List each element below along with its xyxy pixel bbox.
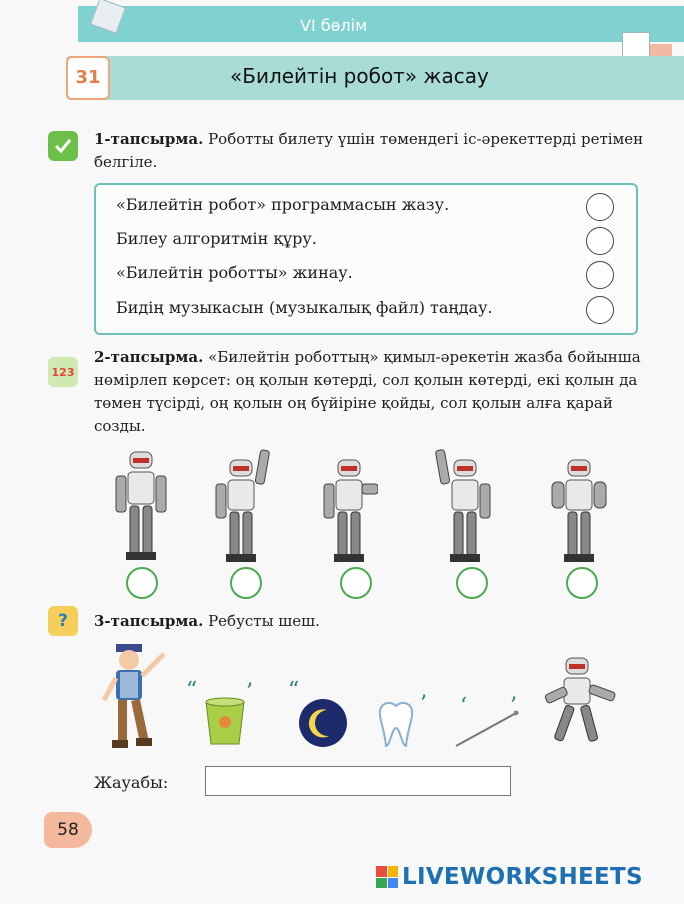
checkmark-icon [48, 131, 78, 161]
watermark [376, 864, 643, 890]
robot-pose-5 [548, 446, 608, 566]
robot-order-circle-3[interactable] [340, 567, 372, 599]
robot-order-circle-2[interactable] [230, 567, 262, 599]
rebus-comma: “ [288, 678, 300, 703]
robot-order-circle-5[interactable] [566, 567, 598, 599]
question-icon: ? [48, 606, 78, 636]
rebus-answer-input[interactable] [205, 766, 511, 796]
section-label: VI бөлім [300, 16, 368, 35]
task3-text: Ребусты шеш. [208, 612, 320, 630]
rebus-comma: ’ [246, 680, 253, 705]
robot-pose-2 [210, 446, 270, 566]
lesson-number: 31 [66, 56, 110, 100]
section-band [78, 6, 684, 42]
task1-order-circle-2[interactable] [586, 227, 614, 255]
task1-answer-box [94, 183, 638, 335]
task1-option-2: Билеу алгоритмін құру. [116, 229, 317, 248]
robot-pose-3 [318, 446, 378, 566]
task1-order-circle-1[interactable] [586, 193, 614, 221]
task2-instructions [94, 346, 664, 438]
task1-order-circle-3[interactable] [586, 261, 614, 289]
task1-option-4: Бидің музыкасын (музыкалық файл) таңдау. [116, 298, 493, 317]
moon-night-picture [298, 698, 348, 748]
robot-order-circle-4[interactable] [456, 567, 488, 599]
tooth-picture [376, 700, 416, 748]
answer-label: Жауабы: [94, 773, 169, 792]
robot-order-circle-1[interactable] [126, 567, 158, 599]
bucket-picture [202, 694, 248, 746]
task1-instructions [94, 128, 664, 174]
task1-text: Роботты билету үшін төмендегі іс-әрекеттерді ретімен белгіле. [94, 130, 644, 171]
task1-label: 1-тапсырма. [94, 130, 204, 148]
page-number: 58 [44, 812, 92, 848]
robot-pose-4 [434, 446, 494, 566]
task3-label: 3-тапсырма. [94, 612, 204, 630]
liveworksheets-logo-icon [376, 866, 398, 888]
watermark-text: LIVEWORKSHEETS [402, 864, 643, 890]
task1-order-circle-4[interactable] [586, 296, 614, 324]
numbers-icon: 123 [48, 357, 78, 387]
rebus-comma: ’ [420, 692, 427, 717]
rebus-comma: ’ [510, 694, 517, 719]
task3-instructions [94, 610, 654, 633]
dancing-robot-picture [540, 654, 620, 750]
task2-label: 2-тапсырма. [94, 348, 204, 366]
robot-pose-1 [110, 446, 170, 566]
task2-text: «Билейтін роботтың» қимыл-әрекетін жазба бойынша нөмірлеп көрсет: оң қолын көтерді, сол қолын көтерді, екі қолын да төмен түсірді, оң қолын оң бүйіріне қойды, сол қолын алға қарай созды. [94, 348, 641, 435]
task1-option-1: «Билейтін робот» программасын жазу. [116, 195, 450, 214]
rebus-comma: ‘ [460, 694, 467, 719]
rebus-comma: “ [186, 678, 198, 703]
task1-option-3: «Билейтін роботты» жинау. [116, 263, 353, 282]
lesson-title: «Билейтін робот» жасау [230, 64, 489, 88]
dancer-boy-picture [96, 640, 170, 752]
